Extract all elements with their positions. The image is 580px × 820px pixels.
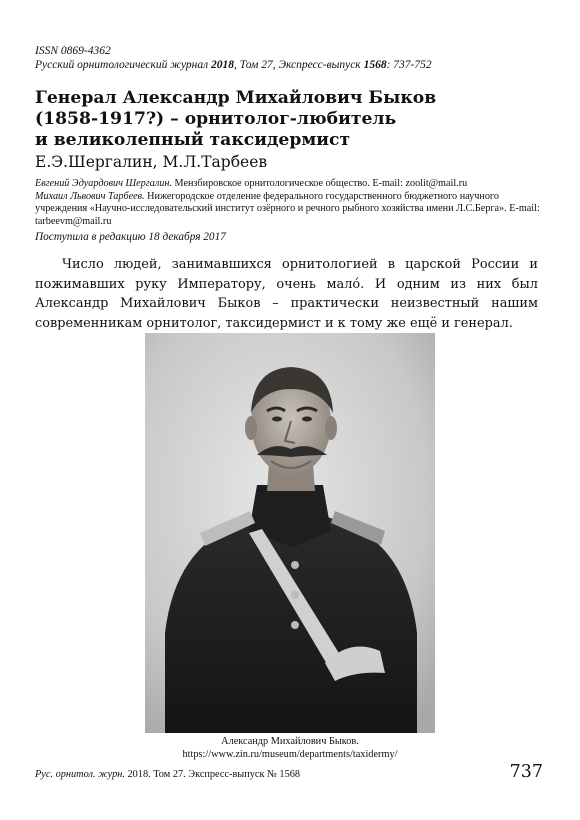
footer-journal-abbr: Рус. орнитол. журн. <box>35 769 125 780</box>
title-line: (1858-1917?) – орнитолог-любитель <box>35 109 397 129</box>
author-affiliations <box>35 178 545 228</box>
affiliation-2 <box>35 191 545 229</box>
portrait-image <box>145 333 435 733</box>
journal-name: Русский орнитологический журнал <box>35 59 211 71</box>
footer-details: 2018. Том 27. Экспресс-выпуск № 1568 <box>124 769 301 780</box>
affiliation-text: Мензбировское орнитологическое общество. E-mail: zoolit@mail.ru <box>171 178 468 189</box>
received-date: Поступила в редакцию 18 декабря 2017 <box>35 231 226 243</box>
journal-year: 2018 <box>211 59 234 71</box>
article-title <box>35 88 535 151</box>
affiliation-author: Михаил Львович Тарбеев. <box>35 190 145 202</box>
title-line: Генерал Александр Михайлович Быков <box>35 88 437 108</box>
issn-line: ISSN 0869-4362 <box>35 45 111 57</box>
journal-header <box>35 44 432 72</box>
journal-issue: 1568 <box>363 59 387 71</box>
journal-volume: , Том 27, Экспресс-выпуск <box>234 59 364 71</box>
figure-caption <box>145 735 435 761</box>
caption-source-url: https://www.zin.ru/museum/departments/taxidermy/ <box>182 749 398 760</box>
caption-title: Александр Михайлович Быков. <box>221 736 359 747</box>
affiliation-author: Евгений Эдуардович Шергалин. <box>35 178 172 189</box>
affiliation-1 <box>35 178 545 191</box>
page-footer <box>35 769 300 780</box>
body-paragraph: Число людей, занимавшихся орнитологией в царской России и пожимавших руку Императору, очень мало́. И одним из них был Александр Михайлович Быков – практически неизвестный нашим современникам орнитолог, таксидермист и к тому же ещё и генерал. <box>35 257 538 331</box>
page-number: 737 <box>509 762 543 782</box>
affiliation-text: Нижегородское отделение федерального государственного бюджетного научного учреждения «Научно-исследовательский институт озёрного и речного рыбного хозяйства имени Л.С.Берга». E-mail: tarbeevm@mail.ru <box>35 190 540 227</box>
portrait-photo <box>145 333 435 733</box>
journal-pages: : 737-752 <box>386 59 432 71</box>
article-authors: Е.Э.Шергалин, М.Л.Тарбеев <box>35 153 268 171</box>
journal-citation-line <box>35 58 432 72</box>
title-line: и великолепный таксидермист <box>35 130 351 150</box>
